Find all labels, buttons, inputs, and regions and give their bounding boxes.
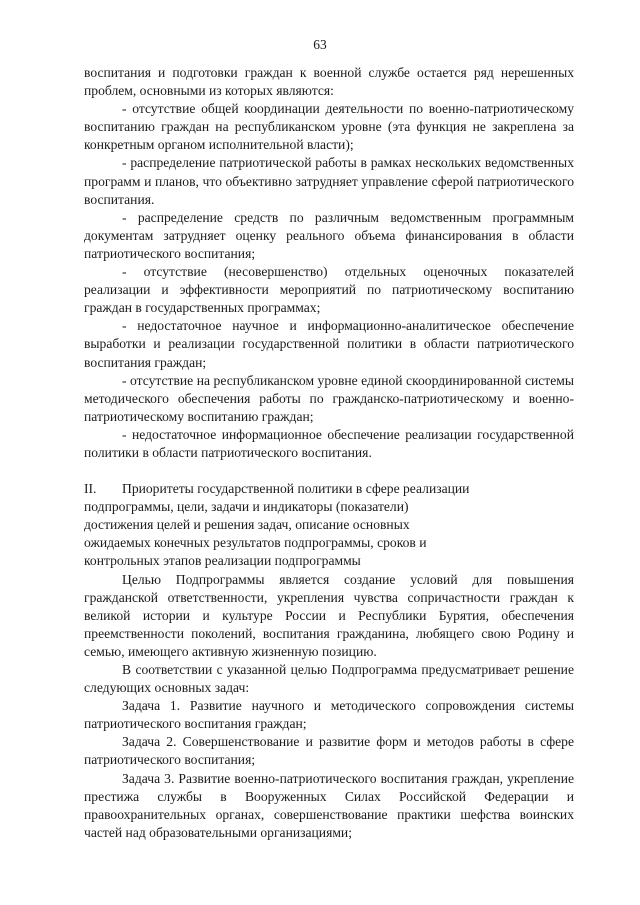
problem-item-6: - отсутствие на республиканском уровне единой скоординированной системы методического обеспечения работы по гражданско-патриотическому и военно-патриотическому воспитанию граждан;: [84, 372, 574, 424]
section-title-line-5: контрольных этапов реализации подпрограммы: [84, 553, 361, 569]
problem-item-5: - недостаточное научное и информационно-аналитическое обеспечение выработки и реализации государственной политики в области патриотического воспитания граждан;: [84, 318, 574, 370]
section-number: II.: [84, 481, 97, 497]
section-title-line-4: ожидаемых конечных результатов подпрограммы, сроков и: [84, 535, 427, 551]
problem-item-3: - распределение средств по различным ведомственным программным документам затрудняет оценку реального объема финансирования в области патриотического воспитания;: [84, 209, 574, 261]
task-item-1: Задача 1. Развитие научного и методического сопровождения системы патриотического воспитания граждан;: [84, 698, 574, 732]
section-title-line-2: подпрограммы, цели, задачи и индикаторы (показатели): [84, 499, 409, 515]
section-title-line-1: Приоритеты государственной политики в сфере реализации: [122, 481, 470, 497]
task-item-3: Задача 3. Развитие военно-патриотического воспитания граждан, укрепление престижа службы в Вооруженных Силах Российской Федерации и правоохранительных органах, совершенствование практики шефства воинских частей над образовательными организациями;: [84, 770, 574, 840]
problem-item-1: - отсутствие общей координации деятельности по военно-патриотическому воспитанию граждан на республиканском уровне (эта функция не закреплена за конкретным органом исполнительной власти);: [84, 101, 574, 153]
tasks-intro-paragraph: В соответствии с указанной целью Подпрограмма предусматривает решение следующих основных задач:: [84, 662, 574, 696]
document-body: [84, 64, 574, 842]
problem-item-4: - отсутствие (несовершенство) отдельных оценочных показателей реализации и эффективности мероприятий по патриотическому воспитанию граждан в государственных программах;: [84, 264, 574, 316]
intro-paragraph: воспитания и подготовки граждан к военной службе остается ряд нерешенных проблем, основными из которых являются:: [84, 65, 574, 99]
task-item-2: Задача 2. Совершенствование и развитие форм и методов работы в сфере патриотического воспитания;: [84, 734, 574, 768]
section-heading: [84, 480, 504, 570]
problem-item-2: - распределение патриотической работы в рамках нескольких ведомственных программ и планов, что объективно затрудняет управление сферой патриотического воспитания.: [84, 155, 574, 207]
goal-paragraph: Целью Подпрограммы является создание условий для повышения гражданской ответственности, укрепления чувства сопричастности граждан к великой истории и культуре России и Республики Бурятия, обеспечения преемственности поколений, воспитания гражданина, любящего свою Родину и семью, имеющего активную жизненную позицию.: [84, 571, 574, 659]
problem-item-7: - недостаточное информационное обеспечение реализации государственной политики в области патриотического воспитания.: [84, 426, 574, 460]
page-number: 63: [313, 37, 327, 52]
section-title-line-3: достижения целей и решения задач, описание основных: [84, 517, 410, 533]
